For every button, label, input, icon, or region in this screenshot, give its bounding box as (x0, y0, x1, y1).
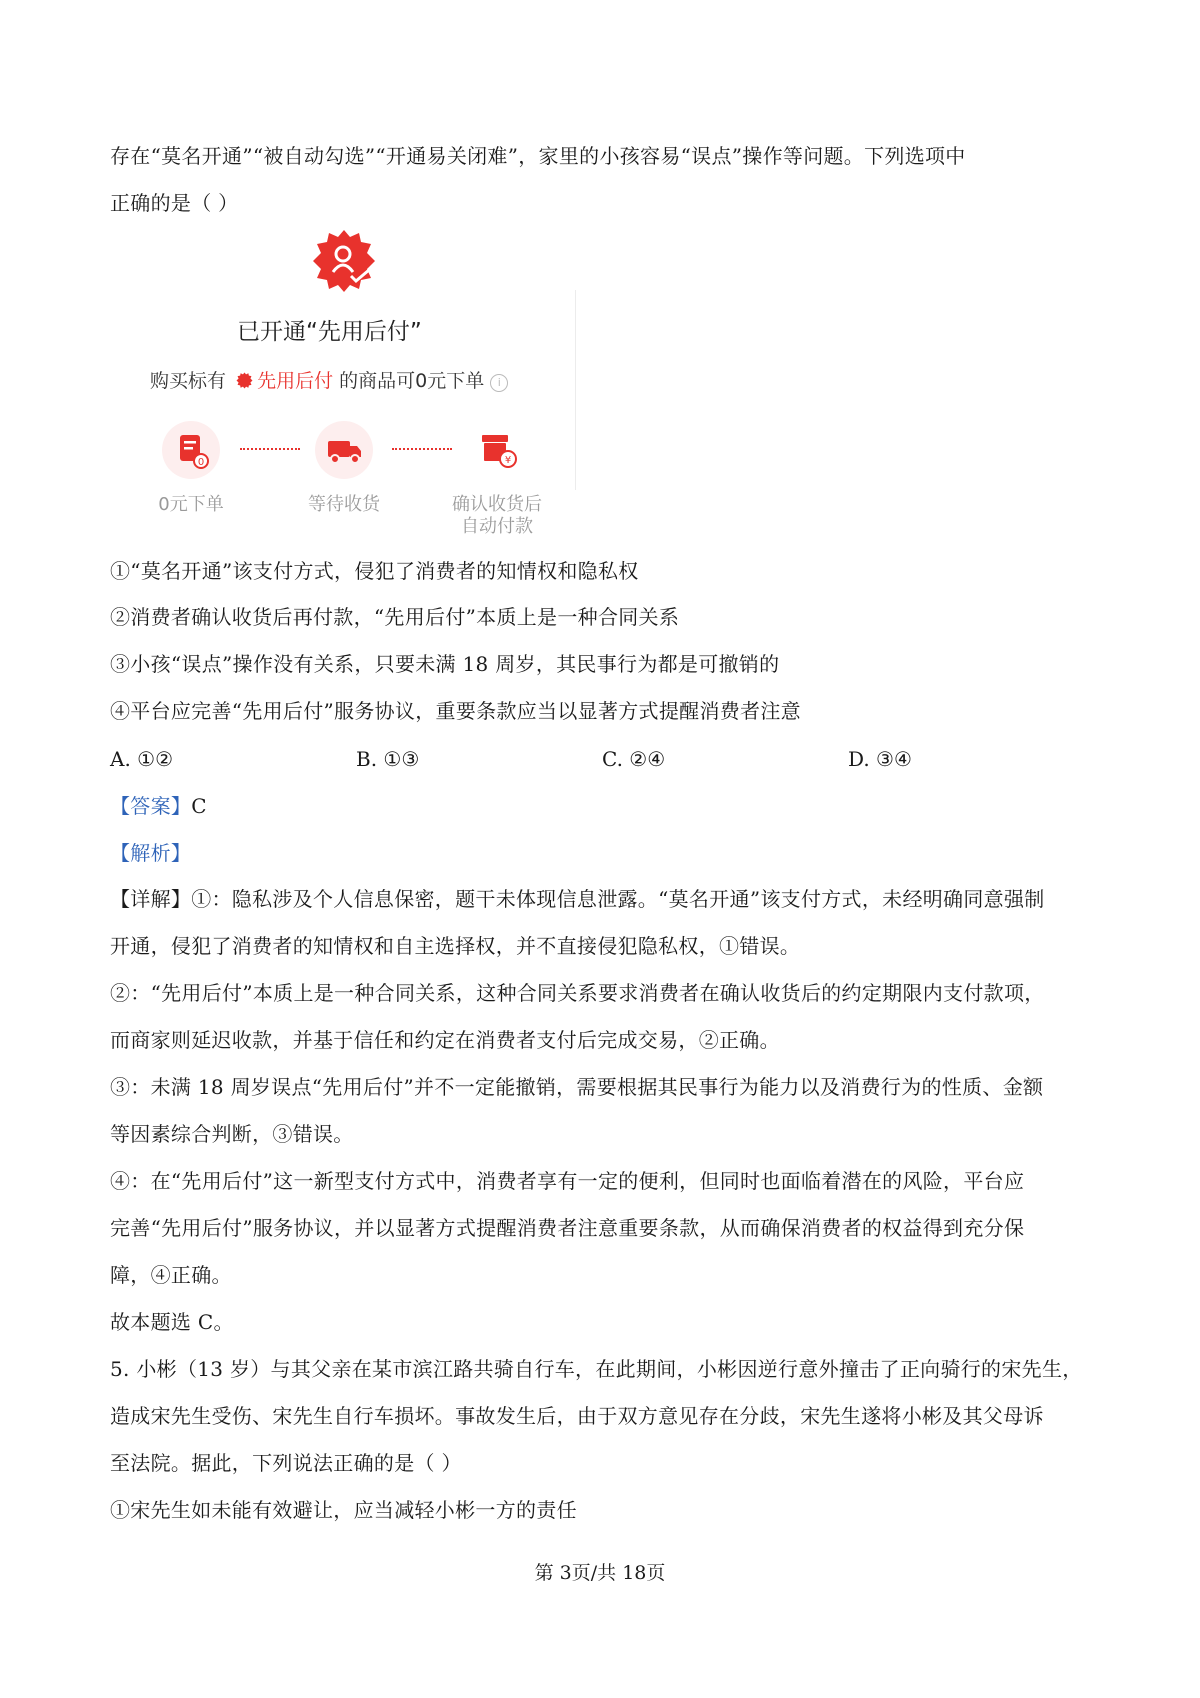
illustration-edge (575, 290, 576, 490)
detail-line-5: ③：未满 18 周岁误点“先用后付”并不一定能撤销，需要根据其民事行为能力以及消费行为的性质、金额 (110, 1075, 1044, 1099)
illustration-title: 已开通“先用后付” (237, 319, 422, 345)
detail-line-7: ④：在“先用后付”这一新型支付方式中，消费者享有一定的便利，但同时也面临着潜在的风险，平台应 (110, 1169, 1025, 1193)
svg-text:0: 0 (197, 457, 205, 468)
detail-line-3: ②：“先用后付”本质上是一种合同关系，这种合同关系要求消费者在确认收货后的约定期限内支付款项， (110, 981, 1045, 1005)
detail-line-2: 开通，侵犯了消费者的知情权和自主选择权，并不直接侵犯隐私权，①错误。 (110, 934, 801, 958)
analysis-label: 【解析】 (110, 841, 192, 865)
illustration (140, 228, 580, 538)
intro-line-1: 存在“莫名开通”“被自动勾选”“开通易关闭难”，家里的小孩容易“误点”操作等问题。下列选项中 (110, 144, 966, 168)
detail-line-4: 而商家则延迟收款，并基于信任和约定在消费者支付后完成交易，②正确。 (110, 1028, 780, 1052)
detail-line-6: 等因素综合判断，③错误。 (110, 1122, 354, 1146)
statement-4: ④平台应完善“先用后付”服务协议，重要条款应当以显著方式提醒消费者注意 (110, 699, 801, 723)
step-divider-2 (392, 448, 452, 450)
detail-line-8: 完善“先用后付”服务协议，并以显著方式提醒消费者注意重要条款，从而确保消费者的权益得到充分保 (110, 1216, 1025, 1240)
answer-label: 【答案】 (110, 794, 192, 818)
step-3-label-line-1: 确认收货后 (452, 494, 542, 515)
answer-value: C (191, 794, 207, 818)
detail-line-9: 障，④正确。 (110, 1263, 232, 1287)
step-2-circle (315, 421, 373, 479)
step-divider-1 (240, 448, 300, 450)
step-3-circle (468, 421, 526, 479)
q5-line-3: 至法院。据此，下列说法正确的是（ ） (110, 1451, 462, 1475)
illustration-subtitle (150, 366, 508, 393)
option-b: B. ①③ (356, 747, 420, 771)
detail-text-1: ①：隐私涉及个人信息保密，题干未体现信息泄露。“莫名开通”该支付方式，未经明确同意强制 (191, 887, 1045, 911)
order-zero-icon (162, 421, 220, 479)
q5-line-2: 造成宋先生受伤、宋先生自行车损坏。事故发生后，由于双方意见存在分歧，宋先生遂将小彬及其父母诉 (110, 1404, 1044, 1428)
step-1-label: 0元下单 (158, 494, 224, 515)
option-a: A. ①② (110, 747, 174, 771)
answer-line (110, 792, 1110, 820)
statement-2: ②消费者确认收货后再付款，“先用后付”本质上是一种合同关系 (110, 605, 680, 629)
statement-3: ③小孩“误点”操作没有关系，只要未满 18 周岁，其民事行为都是可撤销的 (110, 652, 780, 676)
statement-1: ①“莫名开通”该支付方式，侵犯了消费者的知情权和隐私权 (110, 559, 639, 583)
detail-line-1 (110, 885, 1110, 913)
svg-text:¥: ¥ (504, 455, 512, 466)
mini-badge-icon (236, 372, 253, 389)
page-footer: 第 3页/共 18页 (534, 1562, 666, 1584)
info-icon: i (490, 374, 508, 392)
subtitle-highlight: 先用后付 (257, 370, 334, 392)
q5-line-1: 5. 小彬（13 岁）与其父亲在某市滨江路共骑自行车，在此期间，小彬因逆行意外撞击了正向骑行的宋先生， (110, 1357, 1083, 1381)
q5-line-4: ①宋先生如未能有效避让，应当减轻小彬一方的责任 (110, 1498, 577, 1522)
detail-line-10: 故本题选 C。 (110, 1310, 234, 1334)
step-2-label: 等待收货 (308, 494, 380, 515)
delivery-truck-icon (315, 421, 373, 479)
option-d: D. ③④ (848, 747, 912, 771)
payment-yen-icon (468, 421, 526, 479)
badge-user-icon (311, 228, 377, 294)
intro-line-2: 正确的是（ ） (110, 191, 239, 215)
step-3-label-line-2: 自动付款 (461, 516, 533, 537)
subtitle-before: 购买标有 (150, 370, 227, 392)
detail-label: 【详解】 (110, 887, 192, 911)
step-1-circle (162, 421, 220, 479)
option-c: C. ②④ (602, 747, 666, 771)
subtitle-after: 的商品可0元下单 (339, 370, 485, 392)
